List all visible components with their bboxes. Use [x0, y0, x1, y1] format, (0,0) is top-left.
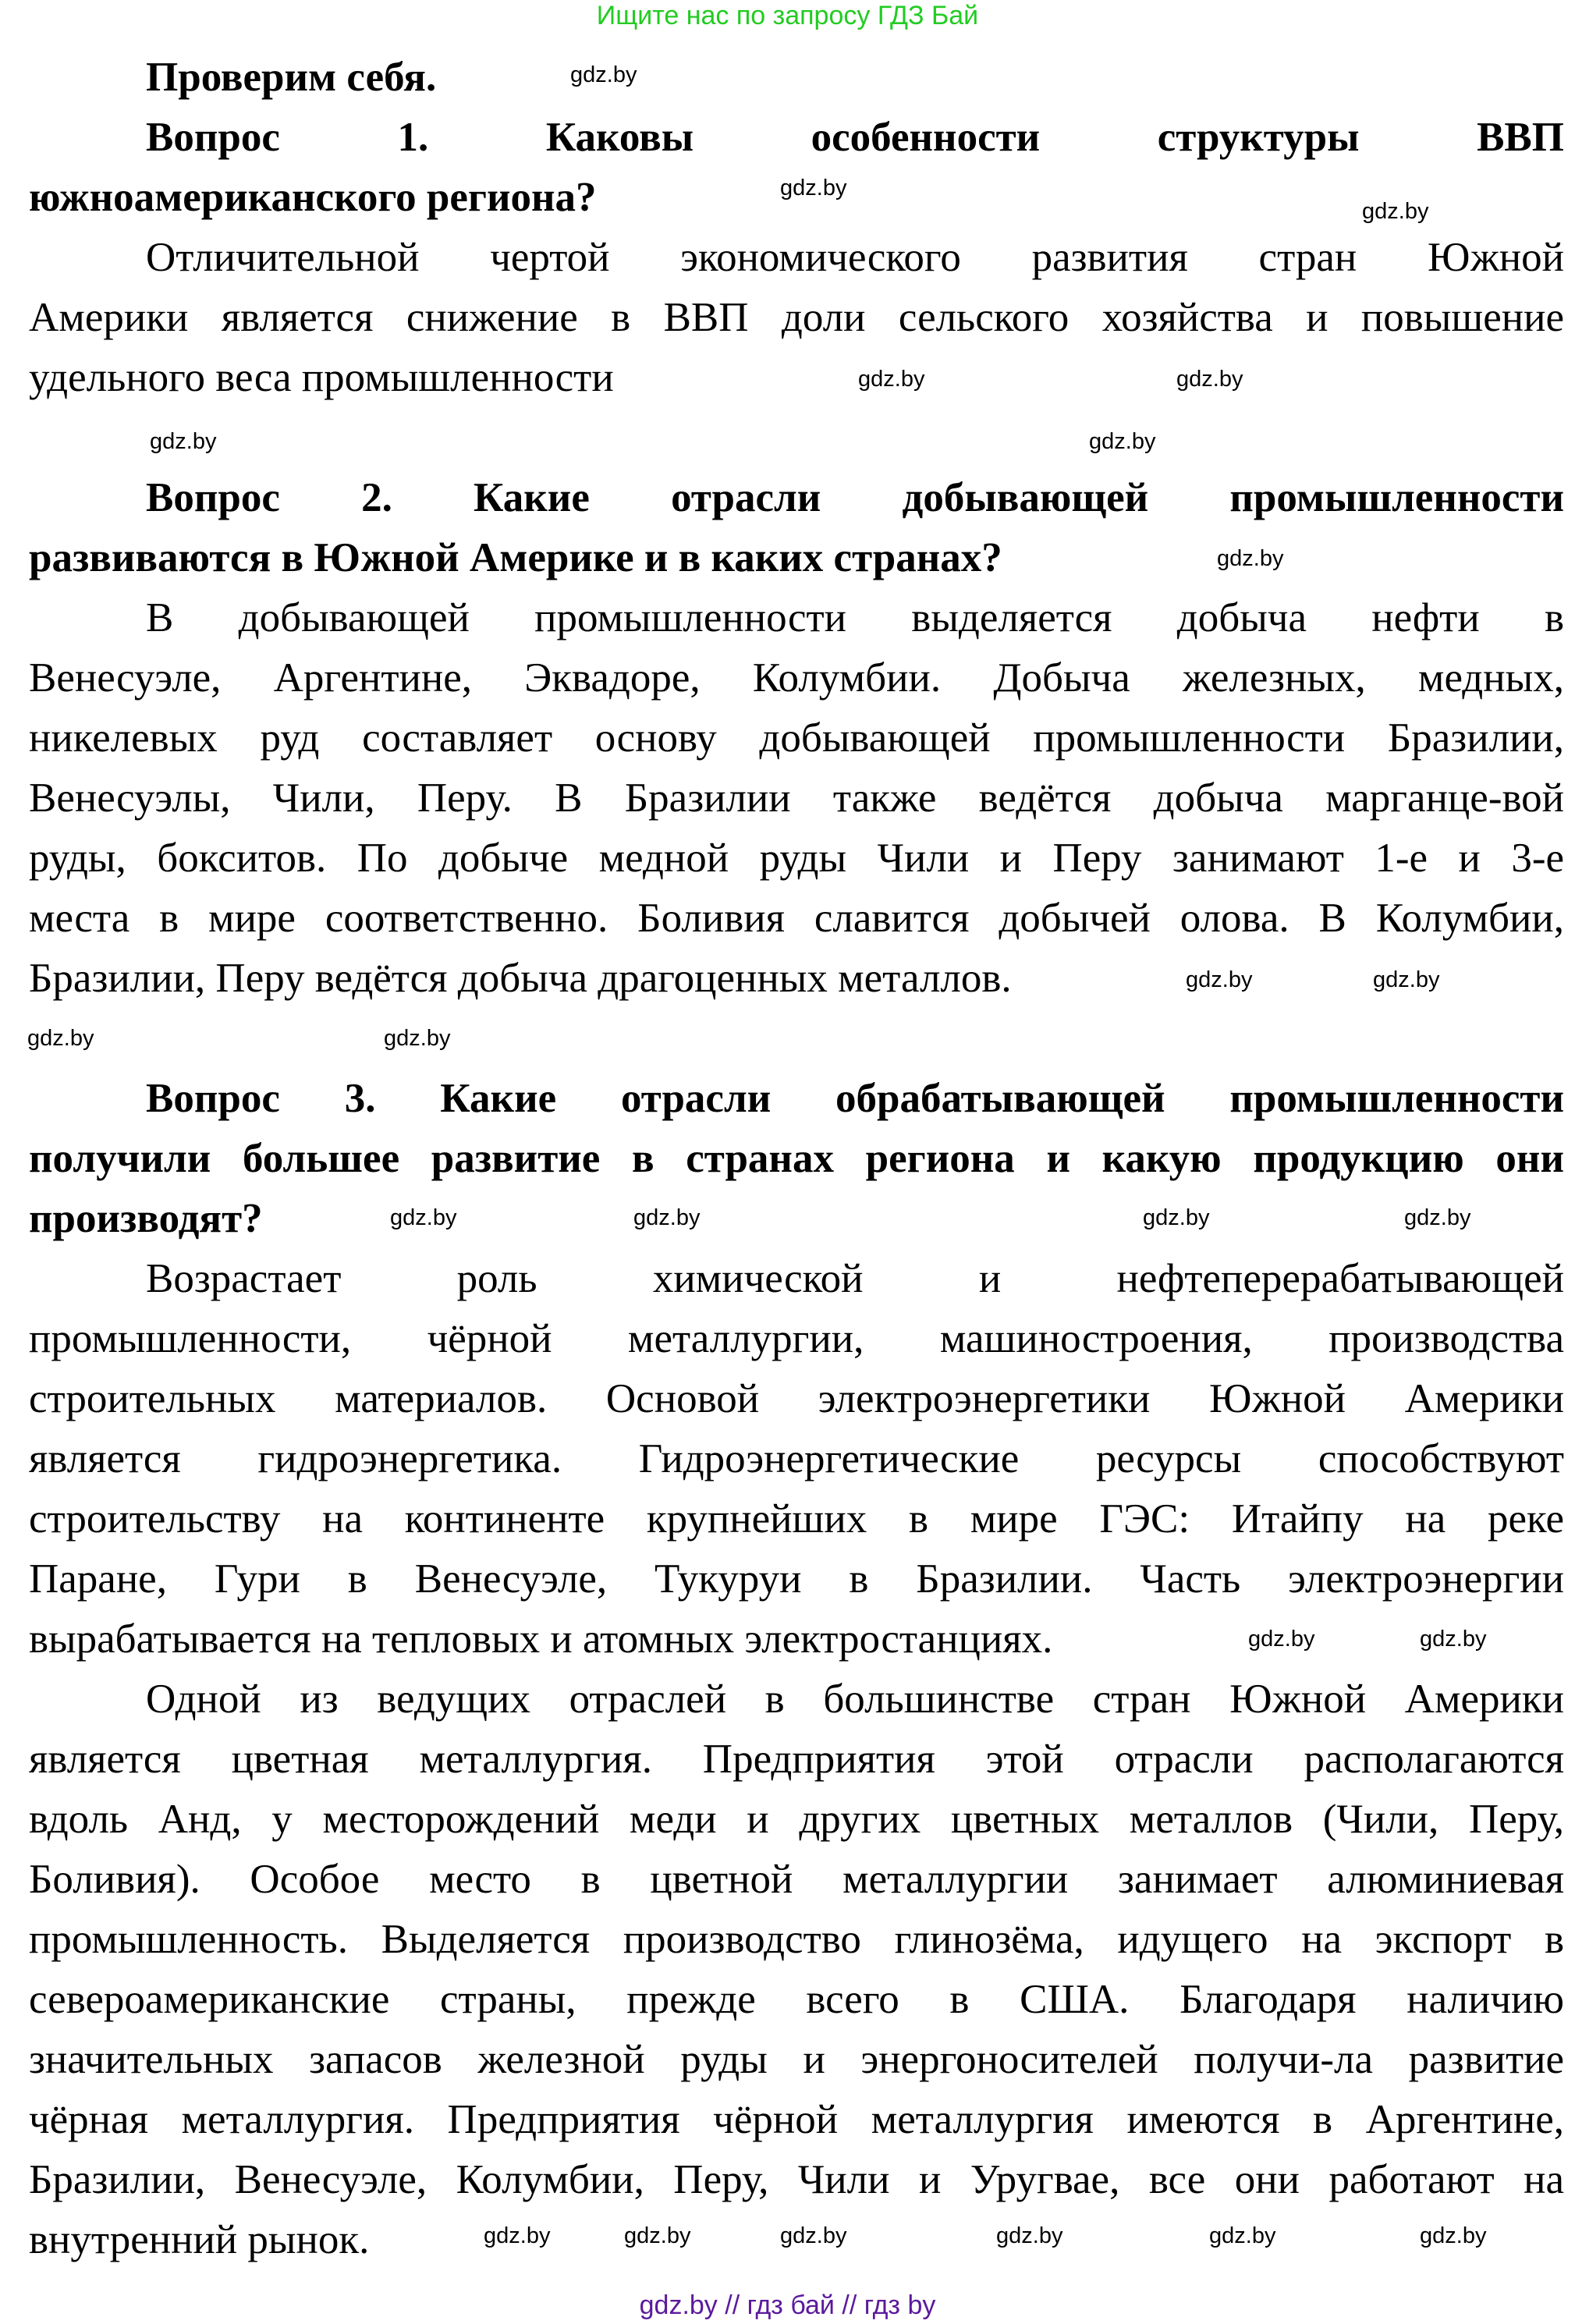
question-1-line: Вопрос 1. Каковы особенности структуры ВВП [146, 115, 1564, 160]
watermark: gdz.by [1209, 2223, 1276, 2248]
answer-1-line: Америки является снижение в ВВП доли сельского хозяйства и повышение [29, 295, 1564, 340]
answer-3-line: Возрастает роль химической и нефтеперерабатывающей [146, 1256, 1564, 1301]
answer-3-line: строительству на континенте крупнейших в мире ГЭС: Итайпу на реке [29, 1496, 1564, 1542]
answer-3-line: чёрная металлургия. Предприятия чёрной металлургия имеются в Аргентине, [29, 2097, 1564, 2142]
watermark: gdz.by [1186, 967, 1253, 992]
watermark: gdz.by [1089, 429, 1156, 454]
watermark: gdz.by [780, 176, 847, 200]
watermark: gdz.by [858, 367, 925, 392]
answer-3-line: промышленности, чёрной металлургии, машиностроения, производства [29, 1316, 1564, 1361]
watermark: gdz.by [1248, 1627, 1315, 1652]
watermark: gdz.by [633, 1205, 701, 1230]
question-3-line: получили большее развитие в странах региона и какую продукцию они [29, 1136, 1564, 1181]
watermark: gdz.by [1373, 967, 1440, 992]
question-1-line: южноамериканского региона? [29, 175, 597, 220]
top-banner[interactable]: Ищите нас по запросу ГДЗ Бай [596, 1, 979, 30]
watermark: gdz.by [150, 429, 217, 454]
answer-2-line: Бразилии, Перу ведётся добыча драгоценных металлов. [29, 956, 1012, 1001]
answer-3-line: Боливия). Особое место в цветной металлургии занимает алюминиевая [29, 1857, 1564, 1902]
answer-3-line: строительных материалов. Основой электроэнергетики Южной Америки [29, 1376, 1564, 1421]
answer-3-line: Паране, Гури в Венесуэле, Тукуруи в Бразилии. Часть электроэнергии [29, 1556, 1564, 1602]
watermark: gdz.by [390, 1205, 457, 1230]
answer-2-line: Венесуэлы, Чили, Перу. В Бразилии также ведётся добыча марганце-вой [29, 775, 1564, 821]
answer-3-line: является гидроэнергетика. Гидроэнергетические ресурсы способствуют [29, 1436, 1564, 1481]
answer-2-line: никелевых руд составляет основу добывающей промышленности Бразилии, [29, 715, 1564, 761]
answer-2-line: Венесуэле, Аргентине, Эквадоре, Колумбии. Добыча железных, медных, [29, 655, 1564, 701]
answer-2-line: В добывающей промышленности выделяется добыча нефти в [146, 595, 1564, 640]
spacer [29, 408, 1564, 468]
watermark: gdz.by [1143, 1205, 1210, 1230]
question-2-line: развиваются в Южной Америке и в каких странах? [29, 535, 1002, 580]
question-3-line: Вопрос 3. Какие отрасли обрабатывающей промышленности [146, 1076, 1564, 1121]
watermark: gdz.by [384, 1026, 451, 1051]
watermark: gdz.by [780, 2223, 847, 2248]
answer-3-line: североамериканские страны, прежде всего в США. Благодаря наличию [29, 1977, 1564, 2022]
question-3-line: производят? [29, 1196, 263, 1241]
answer-3-line: промышленность. Выделяется производство глинозёма, идущего на экспорт в [29, 1917, 1564, 1962]
question-2-line: Вопрос 2. Какие отрасли добывающей промышленности [146, 475, 1564, 520]
watermark: gdz.by [624, 2223, 691, 2248]
watermark: gdz.by [484, 2223, 551, 2248]
answer-3-line: Бразилии, Венесуэле, Колумбии, Перу, Чили и Уругвае, все они работают на [29, 2157, 1564, 2202]
watermark: gdz.by [1420, 2223, 1487, 2248]
answer-3-line: внутренний рынок. [29, 2217, 370, 2262]
answer-2-line: места в мире соответственно. Боливия славится добычей олова. В Колумбии, [29, 896, 1564, 941]
watermark: gdz.by [27, 1026, 94, 1051]
answer-1-line: удельного веса промышленности [29, 355, 614, 400]
answer-3-line: Одной из ведущих отраслей в большинстве стран Южной Америки [146, 1676, 1564, 1722]
answer-2-line: руды, бокситов. По добыче медной руды Чили и Перу занимают 1-е и 3-е [29, 836, 1564, 881]
footer-links[interactable]: gdz.by // гдз бай // гдз by [639, 2290, 936, 2320]
watermark: gdz.by [996, 2223, 1063, 2248]
watermark: gdz.by [1362, 199, 1429, 224]
document-content [29, 48, 1564, 2270]
answer-1-line: Отличительной чертой экономического развития стран Южной [146, 235, 1564, 280]
watermark: gdz.by [1217, 546, 1284, 571]
watermark: gdz.by [570, 62, 637, 87]
watermark: gdz.by [1176, 367, 1243, 392]
spacer [29, 1009, 1564, 1069]
page-title: Проверим себя. [146, 55, 437, 100]
answer-3-line: вырабатывается на тепловых и атомных электростанциях. [29, 1616, 1053, 1662]
answer-3-line: является цветная металлургия. Предприятия этой отрасли располагаются [29, 1737, 1564, 1782]
watermark: gdz.by [1404, 1205, 1471, 1230]
answer-3-line: вдоль Анд, у месторождений меди и других цветных металлов (Чили, Перу, [29, 1797, 1564, 1842]
watermark: gdz.by [1420, 1627, 1487, 1652]
answer-3-line: значительных запасов железной руды и энергоносителей получи-ла развитие [29, 2037, 1564, 2082]
